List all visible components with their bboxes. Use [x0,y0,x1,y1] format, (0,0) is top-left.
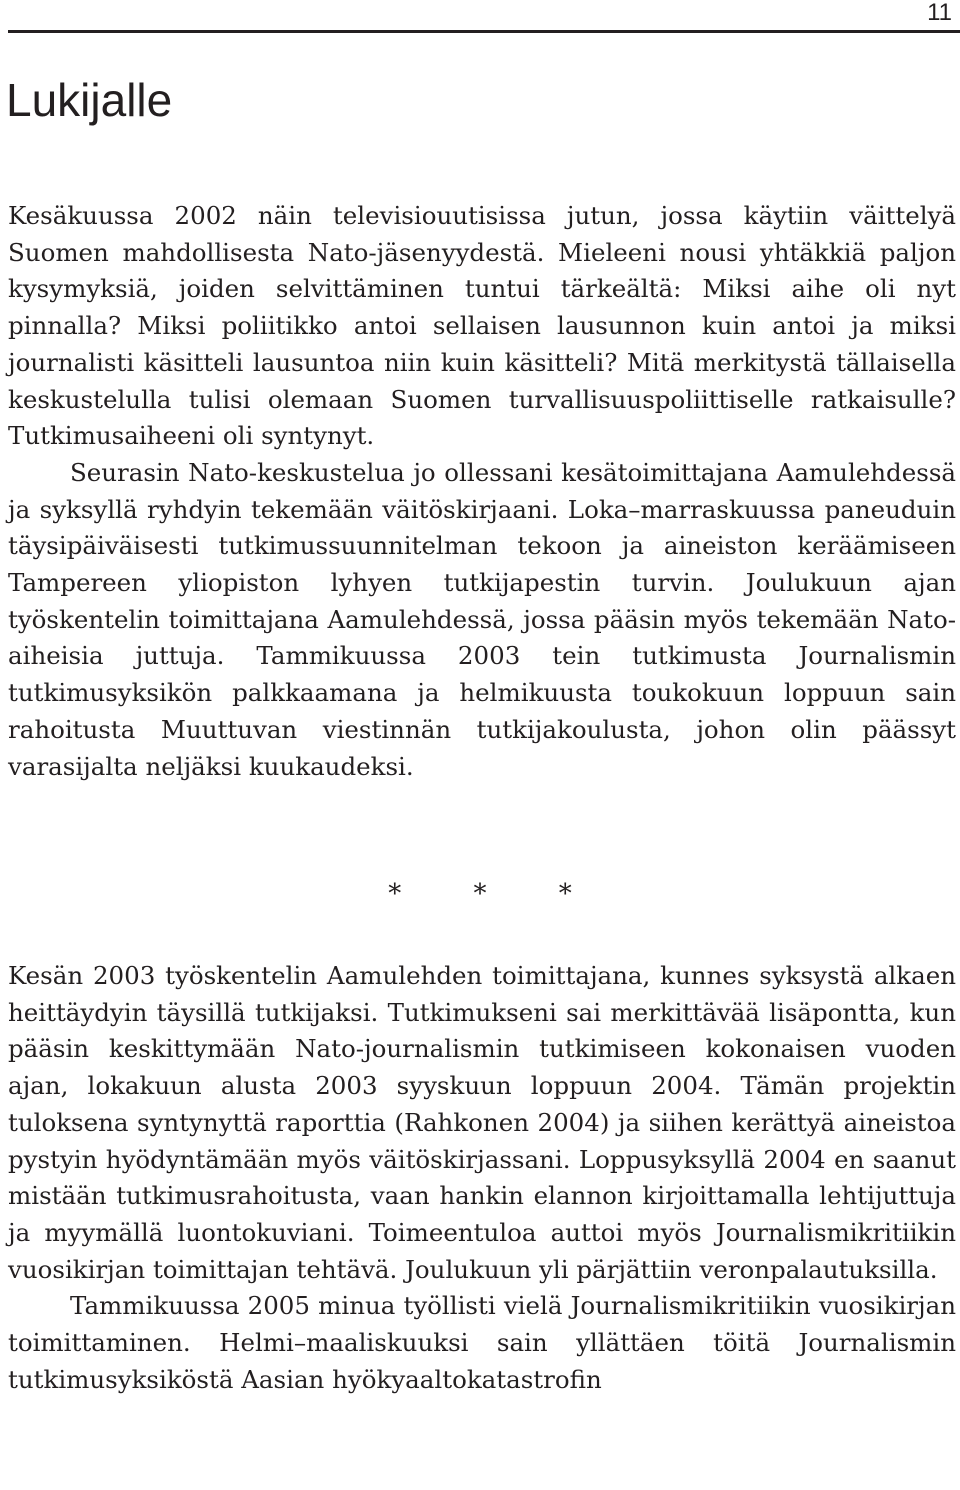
section-separator: * * * [388,879,604,909]
header-rule [8,30,960,33]
paragraph: Kesäkuussa 2002 näin televisiouutisissa jutun, jossa käytiin väittelyä Suomen mahdollisesta Nato-jäsenyydestä. Mieleeni nousi yhtäkkiä paljon kysymyksiä, joiden selvittäminen tuntui tärkeältä: Miksi aihe oli nyt pinnalla? Miksi poliitikko antoi sellaisen lausunnon kuin antoi ja miksi journalisti käsitteli lausuntoa niin kuin käsitteli? Mitä merkitystä tällaisella keskustelulla tulisi olemaan Suomen turvallisuuspoliittiselle ratkaisulle? Tutkimusaiheeni oli syntynyt. [8,201,956,451]
paragraph: Kesän 2003 työskentelin Aamulehden toimittajana, kunnes syksystä alkaen heittäydyin täysillä tutkijaksi. Tutkimukseni sai merkittävää lisäpontta, kun pääsin keskittymään Nato-journalismin tutkimiseen kokonaisen vuoden ajan, lokakuun alusta 2003 syyskuun loppuun 2004. Tämän projektin tuloksena syntynyttä raporttia (Rahkonen 2004) ja siihen kerättyä aineistoa pystyin hyödyntämään myös väitöskirjassani. Loppusyksyllä 2004 en saanut mistään tutkimusrahoitusta, vaan hankin elannon kirjoittamalla lehtijuttuja ja myymällä luontokuviani. Toimeentuloa auttoi myös Journalismikritiikin vuosikirjan toimittajan tehtävä. Joulukuun yli pärjättiin veronpalautuksilla. [8,961,956,1284]
paragraph: Seurasin Nato-keskustelua jo ollessani kesätoimittajana Aamulehdessä ja syksyllä ryhdyin tekemään väitöskirjaani. Loka–marraskuussa paneuduin täysipäiväisesti tutkimussuunnitelman tekoon ja aineiston keräämiseen Tampereen yliopiston lyhyen tutkijapestin turvin. Joulukuun ajan työskentelin toimittajana Aamulehdessä, jossa pääsin myös tekemään Nato-aiheisia juttuja. Tammikuussa 2003 tein tutkimusta Journalismin tutkimusyksikön palkkaamana ja helmikuusta toukokuun loppuun sain rahoitusta Muuttuvan viestinnän tutkijakoulusta, johon olin päässyt varasijalta neljäksi kuukaudeksi. [8,457,956,781]
page-number: 11 [927,0,952,26]
section-2-body [8,958,956,1398]
chapter-title: Lukijalle [6,74,173,126]
paragraph: Tammikuussa 2005 minua työllisti vielä Journalismikritiikin vuosikirjan toimittaminen. Helmi–maaliskuuksi sain yllättäen töitä Journalismin tutkimusyksiköstä Aasian hyökyaaltokatastrofin [8,1291,956,1394]
section-1-body [8,198,956,785]
